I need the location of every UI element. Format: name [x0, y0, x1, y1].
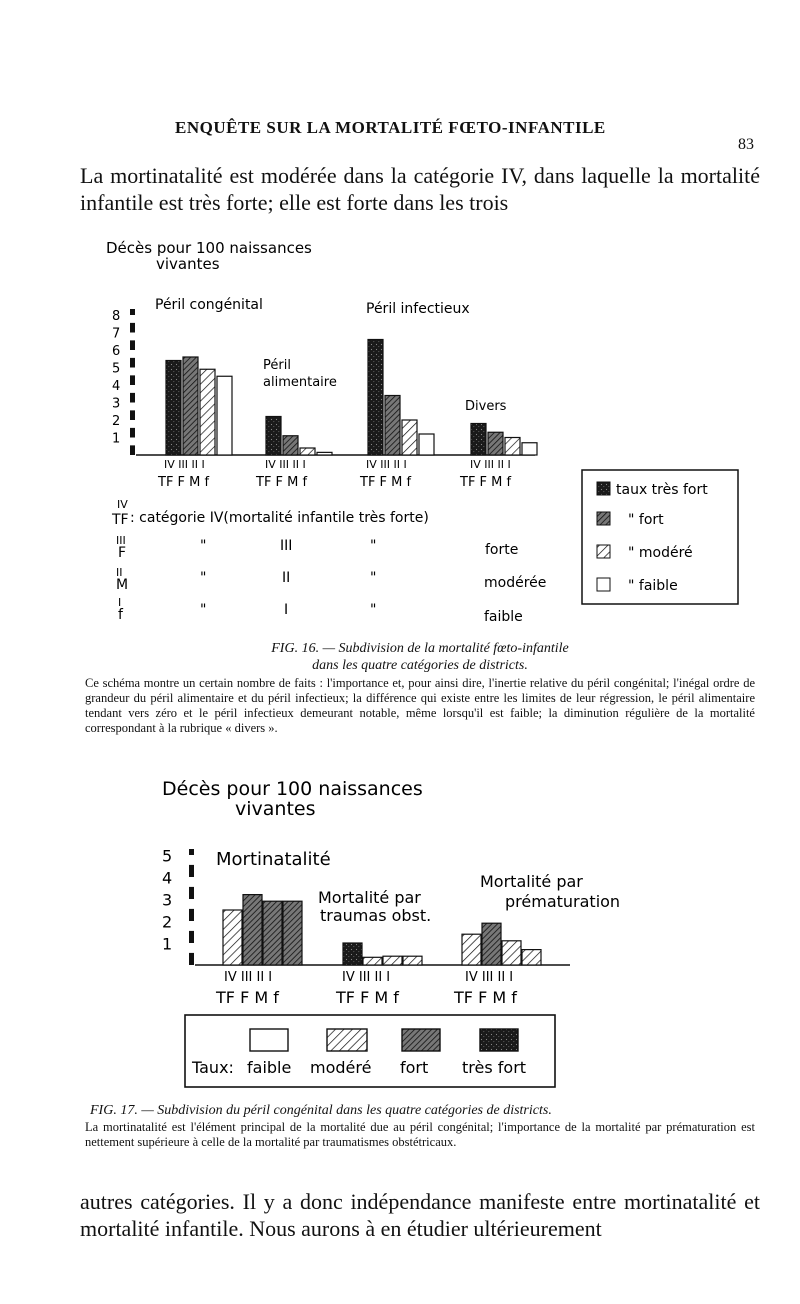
fig16-letters-2: TF F M f	[256, 475, 308, 490]
fig17-bar-1-iii	[363, 957, 382, 965]
cat-iv-code-bottom: TF	[112, 512, 129, 528]
fig17-letters-2: TF F M f	[336, 988, 399, 1007]
cat-i-label: faible	[484, 609, 523, 625]
legend-weak: " faible	[628, 578, 678, 594]
fig17-letters-1: TF F M f	[216, 988, 279, 1007]
fig16-tick-4: 4	[112, 379, 121, 395]
fig16-letters-1: TF F M f	[158, 475, 210, 490]
cat-iii-ditto-2: "	[370, 538, 377, 554]
fig17-bar-1-ii	[383, 956, 402, 965]
cat-iv-code-top: IV	[117, 498, 128, 511]
fig17-legend	[185, 1015, 555, 1087]
fig16-axis-segment	[130, 315, 135, 323]
fig16-bar-3-iv	[471, 424, 486, 456]
fig16-tick-7: 7	[112, 326, 121, 342]
cat-iv-text: : catégorie IV(mortalité infantile très forte)	[130, 510, 429, 526]
fig16-tick-1: 1	[112, 431, 121, 447]
legend-swatch-weak	[597, 578, 610, 591]
fig16-bar-1-i	[317, 452, 332, 455]
fig17-y-axis	[162, 846, 194, 965]
fig16-letters-3: TF F M f	[360, 475, 412, 490]
figure-16-chart	[100, 238, 750, 638]
paragraph-top: La mortinatalité est modérée dans la catégorie IV, dans laquelle la mortalité infantile est très forte; elle est forte dans les trois	[80, 163, 760, 215]
legend-very-strong: taux très fort	[616, 482, 708, 498]
fig17-bar-0-ii	[263, 901, 282, 965]
fig16-roman-4: IV III II I	[470, 458, 511, 471]
fig17-group-label-prematuration-2: prématuration	[505, 892, 621, 911]
fig16-axis-segment	[130, 420, 135, 428]
fig17-bar-2-i	[522, 950, 541, 965]
fig16-ylabel-2: vivantes	[156, 255, 220, 273]
fig16-axis-segment	[130, 403, 135, 411]
fig17-bar-0-iii	[243, 895, 262, 965]
fig16-group-label-congenital: Péril congénital	[155, 297, 263, 313]
fig16-axis-segment	[130, 385, 135, 393]
fig16-bar-3-i	[522, 443, 537, 455]
legend-strong: " fort	[628, 512, 664, 528]
fig17-axis-segment	[189, 921, 194, 931]
fig16-bar-2-ii	[402, 420, 417, 455]
fig16-caption-line1: FIG. 16. — Subdivision de la mortalité fœto-infantile	[271, 641, 569, 656]
cat-ii-code-top: II	[116, 566, 123, 579]
fig16-axis-segment	[130, 350, 135, 358]
fig16-bar-2-iii	[385, 396, 400, 456]
fig16-tick-3: 3	[112, 396, 121, 412]
fig16-tick-5: 5	[112, 361, 121, 377]
cat-iii-roman: III	[280, 538, 293, 554]
fig16-caption-line2: dans les quatre catégories de districts.	[312, 658, 528, 673]
fig17-bar-2-ii	[502, 941, 521, 965]
fig17-bar-0-iv	[223, 910, 242, 965]
fig17-legend-swatch-very-strong	[480, 1029, 518, 1051]
fig17-group-label-mortinatalite: Mortinatalité	[216, 849, 331, 870]
fig16-letters-4: TF F M f	[460, 475, 512, 490]
fig16-bar-0-iv	[166, 361, 181, 456]
fig16-bar-3-ii	[505, 438, 520, 456]
fig17-legend-swatch-moderate	[327, 1029, 367, 1051]
cat-iii-label: forte	[485, 542, 519, 558]
fig16-ylabel-1: Décès pour 100 naissances	[106, 239, 312, 257]
fig17-axis-segment	[189, 855, 194, 865]
fig16-bar-0-i	[217, 376, 232, 455]
cat-ii-ditto-1: "	[200, 570, 207, 586]
fig16-axis-segment	[130, 438, 135, 446]
cat-i-code-top: I	[118, 596, 122, 609]
fig16-bar-1-iv	[266, 417, 281, 456]
cat-i-ditto-1: "	[200, 602, 207, 618]
fig16-bars	[136, 340, 537, 456]
cat-i-code-bottom: f	[118, 607, 123, 623]
fig17-bar-0-i	[283, 901, 302, 965]
fig17-ylabel-1: Décès pour 100 naissances	[162, 778, 423, 800]
fig17-legend-swatch-strong	[402, 1029, 440, 1051]
cat-iii-code-bottom: F	[118, 545, 127, 561]
cat-ii-roman: II	[282, 570, 291, 586]
fig16-bar-1-ii	[300, 448, 315, 455]
fig17-bar-1-iv	[343, 943, 362, 965]
fig17-bar-2-iv	[462, 934, 481, 965]
fig17-axis-segment	[189, 899, 194, 909]
legend-swatch-moderate	[597, 545, 610, 558]
fig16-group-label-alimentaire-2: alimentaire	[263, 375, 337, 390]
fig16-legend	[582, 470, 738, 604]
fig16-roman-3: IV III II I	[366, 458, 407, 471]
page-number: 83	[738, 136, 754, 153]
fig17-caption: FIG. 17. — Subdivision du péril congénital dans les quatre catégories de districts.	[90, 1103, 552, 1118]
fig17-bar-1-i	[403, 956, 422, 965]
fig16-axis-segment	[130, 368, 135, 376]
figure-17-chart	[150, 773, 710, 1093]
cat-iii-ditto-1: "	[200, 538, 207, 554]
fig17-legend-very-strong: très fort	[462, 1058, 527, 1077]
fig17-roman-2: IV III II I	[342, 970, 391, 985]
fig16-tick-2: 2	[112, 414, 121, 430]
fig16-axis-segment	[130, 333, 135, 341]
fig17-legend-strong: fort	[400, 1058, 429, 1077]
paragraph-bottom: autres catégories. Il y a donc indépendance manifeste entre mortinatalité et mortalité infantile. Nous aurons à en étudier ultérieurement	[80, 1189, 760, 1241]
fig17-bar-2-iii	[482, 923, 501, 965]
cat-i-ditto-2: "	[370, 602, 377, 618]
fig17-ylabel-2: vivantes	[235, 798, 316, 820]
fig16-y-axis	[112, 309, 135, 455]
fig16-roman-1: IV III II I	[164, 458, 205, 471]
fig16-bar-0-iii	[183, 357, 198, 455]
fig17-axis-segment	[189, 943, 194, 953]
fig17-tick-3: 3	[162, 890, 173, 910]
fig17-axis-segment	[189, 877, 194, 887]
fig16-bar-2-iv	[368, 340, 383, 456]
fig16-group-label-divers: Divers	[465, 399, 507, 414]
fig17-tick-5: 5	[162, 846, 173, 866]
fig17-tick-4: 4	[162, 868, 173, 888]
fig17-roman-1: IV III II I	[224, 970, 273, 985]
fig17-tick-2: 2	[162, 912, 173, 932]
fig17-note: La mortinatalité est l'élément principal de la mortalité due au péril congénital; l'importance de la mortalité par prématuration est nettement supérieure à celle de la mortalité par traumatismes obstétricaux.	[85, 1120, 755, 1149]
cat-ii-code-bottom: M	[116, 577, 129, 593]
fig16-tick-6: 6	[112, 344, 121, 360]
fig16-bar-3-iii	[488, 432, 503, 455]
legend-swatch-very-strong	[597, 482, 610, 495]
cat-ii-ditto-2: "	[370, 570, 377, 586]
fig17-letters-3: TF F M f	[454, 988, 517, 1007]
fig17-roman-3: IV III II I	[465, 970, 514, 985]
fig16-bar-0-ii	[200, 369, 215, 455]
fig17-group-label-traumas-1: Mortalité par	[318, 888, 421, 907]
cat-iii-code-top: III	[116, 534, 126, 547]
fig17-legend-moderate: modéré	[310, 1058, 372, 1077]
legend-swatch-strong	[597, 512, 610, 525]
fig17-legend-swatch-weak	[250, 1029, 288, 1051]
fig17-tick-1: 1	[162, 934, 173, 954]
fig16-note: Ce schéma montre un certain nombre de faits : l'importance et, pour ainsi dire, l'inertie relative du péril congénital; l'inégal ordre de grandeur du péril alimentaire et du péril infectieux; la différence qui existe entre les limites de leur régression, le péril alimentaire tendant vers zéro et le péril infectieux demeurant notable, même lorsqu'il est faible; la diminution régulière de la mortalité correspondant à la rubrique « divers ».	[85, 676, 755, 735]
fig16-bar-2-i	[419, 434, 434, 455]
fig16-bar-1-iii	[283, 436, 298, 455]
fig16-axis-bar	[130, 309, 135, 455]
legend-moderate: " modéré	[628, 545, 693, 561]
fig16-tick-8: 8	[112, 309, 121, 325]
running-header: ENQUÊTE SUR LA MORTALITÉ FŒTO-INFANTILE	[175, 118, 606, 137]
cat-i-roman: I	[284, 602, 289, 618]
fig16-group-label-infectieux: Péril infectieux	[366, 301, 470, 317]
fig16-group-label-alimentaire-1: Péril	[263, 358, 291, 373]
fig16-roman-2: IV III II I	[265, 458, 306, 471]
fig17-legend-prefix: Taux:	[192, 1058, 234, 1077]
fig17-legend-weak: faible	[247, 1058, 292, 1077]
fig17-group-label-prematuration-1: Mortalité par	[480, 872, 583, 891]
cat-ii-label: modérée	[484, 575, 547, 591]
fig17-group-label-traumas-2: traumas obst.	[320, 906, 432, 925]
